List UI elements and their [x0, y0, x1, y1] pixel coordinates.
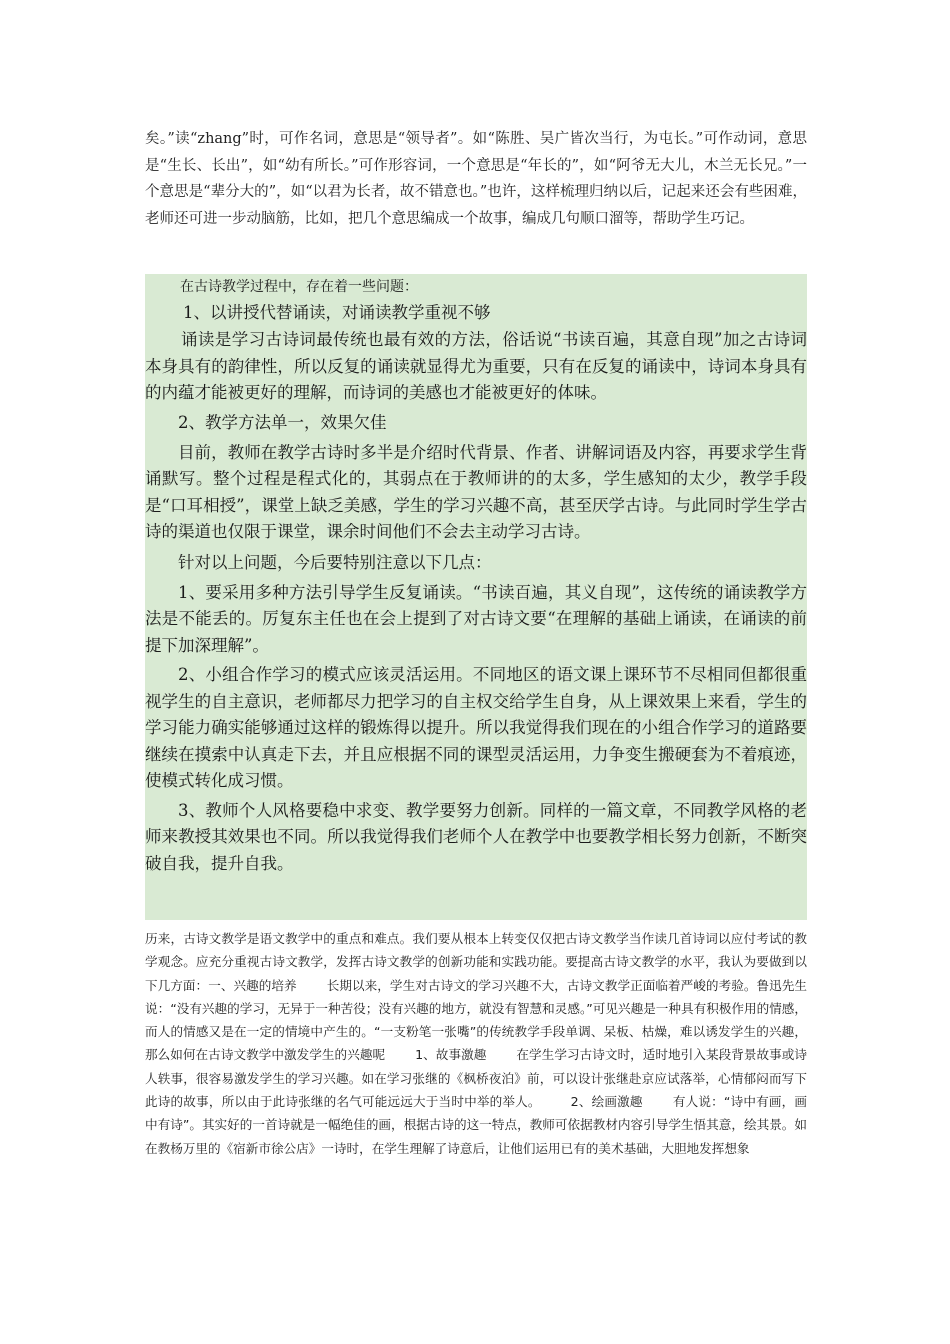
solution-point-2: 2、小组合作学习的模式应该灵活运用。不同地区的语文课上课环节不尽相同但都很重视学生的自主意识，老师都尽力把学习的自主权交给学生自身，从上课效果上来看，学生的学习能力确实能够通过这样的锻炼得以提升。所以我觉得我们现在的小组合作学习的道路要继续在摸索中认真走下去，并且应根据不同的课型灵活运用，力争变生搬硬套为不着痕迹，使模式转化成习惯。 [145, 665, 807, 790]
text-run-2: 长期以来，学生对古诗文的学习兴趣不大，古诗文教学正面临着严峻的考验。鲁迅先生说：“没有兴趣的学习，无异于一种苦役；没有兴趣的地方，就没有智慧和灵感。”可见兴趣是一种具有积极作用的情感，而人的情感又是在一定的情境中产生的。“一支粉笔一张嘴”的传统教学手段单调、呆板、枯燥，难以诱发学生的兴趣，那么如何在古诗文教学中激发学生的兴趣呢 [145, 977, 808, 1063]
problem-paragraph-1: 诵读是学习古诗词最传统也最有效的方法，俗话说“书读百遍，其意自现”加之古诗词本身具有的韵律性，所以反复的诵读就显得尤为重要，只有在反复的诵读中，诗词本身具有的内蕴才能被更好的理解，而诗词的美感也才能被更好的体味。 [145, 330, 807, 402]
problem-heading-2: 2、教学方法单一，效果欠佳 [178, 412, 387, 432]
problem-paragraph-2: 目前，教师在教学古诗时多半是介绍时代背景、作者、讲解词语及内容，再要求学生背诵默写。整个过程是程式化的，其弱点在于教师讲的的太多，学生感知的太少，教学手段是“口耳相授”，课堂上缺乏美感，学生的学习兴趣不高，甚至厌学古诗。与此同时学生学古诗的渠道也仅限于课堂，课余时间他们不会去主动学习古诗。 [145, 442, 807, 541]
solution-point-3: 3、教师个人风格要稳中求变、教学要努力创新。同样的一篇文章，不同教学风格的老师来教授其效果也不同。所以我觉得我们老师个人在教学中也要教学相长努力创新，不断突破自我，提升自我。 [145, 800, 807, 873]
method-drawing-heading: 2、绘画激趣 [570, 1094, 643, 1110]
interest-paragraph [145, 927, 807, 1160]
text-run-4: 有人说：“诗中有画，画中有诗”。其实好的一首诗就是一幅绝佳的画，根据古诗的这一特点，教师可依据教材内容引导学生悟其意，绘其景。如在教杨万里的《宿新市徐公店》一诗时，在学生理解了诗意后，让他们运用已有的美术基础，大胆地发挥想象 [145, 1094, 807, 1156]
solution-point-1: 1、要采用多种方法引导学生反复诵读。“书读百遍，其义自现”，这传统的诵读教学方法是不能丢的。厉复东主任也在会上提到了对古诗文要“在理解的基础上诵读，在诵读的前提下加深理解”。 [145, 582, 807, 655]
section-word-meanings [145, 126, 807, 232]
section-interest-cultivation [145, 927, 807, 1160]
problem-heading-1: 1、以讲授代替诵读，对诵读教学重视不够 [183, 303, 491, 322]
solutions-heading: 针对以上问题，今后要特别注意以下几点： [178, 552, 492, 572]
intro-line: 在古诗教学过程中，存在着一些问题： [180, 279, 418, 295]
method-story-heading: 1、故事激趣 [415, 1047, 487, 1063]
section-highlighted-reflection [145, 274, 807, 920]
paragraph-zhang-meanings: 矣。”读“zhang”时，可作名词，意思是“领导者”。如“陈胜、吴广皆次当行，为屯长。”可作动词，意思是“生长、长出”，如“幼有所长。”可作形容词，一个意思是“年长的”，如“阿爷无大儿，木兰无长兄。”一个意思是“辈分大的”，如“以君为长者，故不错意也。”也许，这样梳理归纳以后，记起来还会有些困难，老师还可进一步动脑筋，比如，把几个意思编成一个故事，编成几句顺口溜等，帮助学生巧记。 [145, 131, 807, 227]
text-run-3: 在学生学习古诗文时，适时地引入某段背景故事或诗人轶事，很容易激发学生的学习兴趣。如在学习张继的《枫桥夜泊》前，可以设计张继赴京应试落举，心情郁闷而写下此诗的故事，所以由于此诗张继的名气可能远远大于当时中举的举人。 [145, 1047, 808, 1110]
text-run-1: 历来，古诗文教学是语文教学中的重点和难点。我们要从根本上转变仅仅把古诗文教学当作读几首诗词以应付考试的教学观念。应充分重视古诗文教学，发挥古诗文教学的创新功能和实践功能。要提高古诗文教学的水平，我认为要做到以下几方面：一、兴趣的培养 [145, 931, 807, 993]
